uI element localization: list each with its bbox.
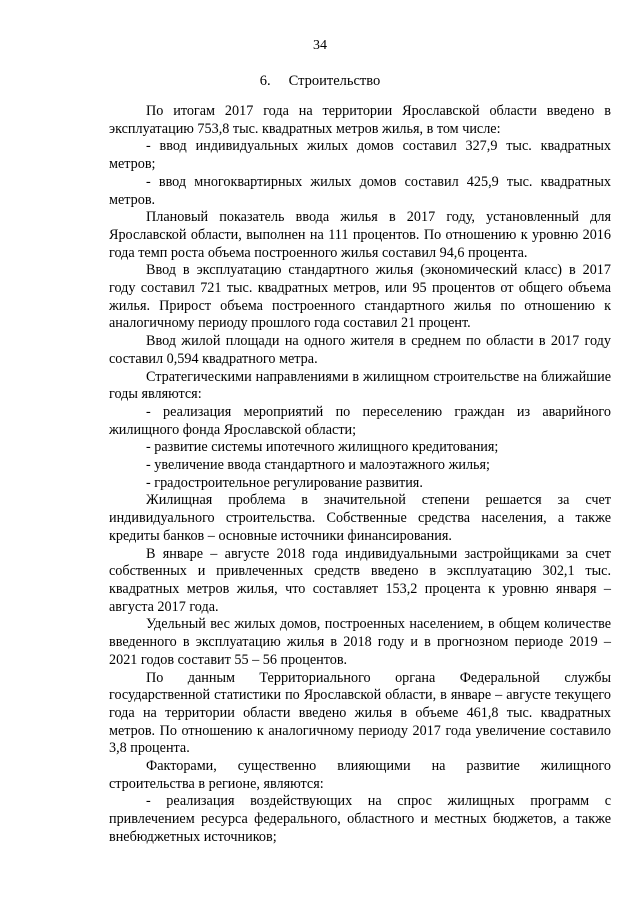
paragraph: Удельный вес жилых домов, построенных населением, в общем количестве введенного в эксплуатацию жилья в 2018 году и в прогнозном периоде 2019 – 2021 годов составит 55 – 56 процентов.: [109, 616, 611, 668]
paragraph: Жилищная проблема в значительной степени решается за счет индивидуального строительства. Собственные средства населения, а также кредиты банков – основные источники финансирования.: [109, 492, 611, 544]
paragraph: По итогам 2017 года на территории Ярославской области введено в эксплуатацию 753,8 тыс. квадратных метров жилья, в том числе:: [109, 103, 611, 137]
body-text: [109, 103, 611, 847]
paragraph: Ввод в эксплуатацию стандартного жилья (экономический класс) в 2017 году составил 721 тыс. квадратных метров, или 95 процентов от общего объема жилья. Прирост объема построенного стандартного жилья по отношению к аналогичному периоду прошлого года составил 21 процент.: [109, 262, 611, 332]
list-item: - увеличение ввода стандартного и малоэтажного жилья;: [146, 457, 490, 474]
list-item: - градостроительное регулирование развития.: [146, 474, 423, 491]
list-item: - реализация воздействующих на спрос жилищных программ с привлечением ресурса федерального, областного и местных бюджетов, а также внебюджетных источников;: [109, 793, 611, 845]
paragraph: Факторами, существенно влияющими на развитие жилищного строительства в регионе, являются:: [109, 758, 611, 792]
page-number: 34: [313, 38, 327, 53]
paragraph: Плановый показатель ввода жилья в 2017 году, установленный для Ярославской области, выполнен на 111 процентов. По отношению к уровню 2016 года темп роста объема построенного жилья составил 94,6 процента.: [109, 209, 611, 261]
section-number: 6.: [259, 73, 271, 89]
section-title: Строительство: [288, 73, 381, 89]
section-heading: [0, 72, 640, 90]
paragraph: По данным Территориального органа Федеральной службы государственной статистики по Ярославской области, в январе – августе текущего года на территории области введено жилья в объеме 461,8 тыс. квадратных метров. По отношению к аналогичному периоду 2017 года увеличение составило 3,8 процента.: [109, 669, 611, 757]
paragraph: В январе – августе 2018 года индивидуальными застройщиками за счет собственных и привлеченных средств введено в эксплуатацию 302,1 тыс. квадратных метров жилья, что составляет 153,2 процента к уровню января – августа 2017 года.: [109, 545, 611, 615]
paragraph: Ввод жилой площади на одного жителя в среднем по области в 2017 году составил 0,594 квадратного метра.: [109, 333, 611, 367]
list-item: - реализация мероприятий по переселению граждан из аварийного жилищного фонда Ярославской области;: [109, 403, 611, 438]
paragraph: Стратегическими направлениями в жилищном строительстве на ближайшие годы являются:: [109, 368, 611, 403]
list-item: - ввод индивидуальных жилых домов составил 327,9 тыс. квадратных метров;: [109, 138, 611, 173]
list-item: - ввод многоквартирных жилых домов составил 425,9 тыс. квадратных метров.: [109, 173, 611, 208]
list-item: - развитие системы ипотечного жилищного кредитования;: [146, 439, 499, 456]
